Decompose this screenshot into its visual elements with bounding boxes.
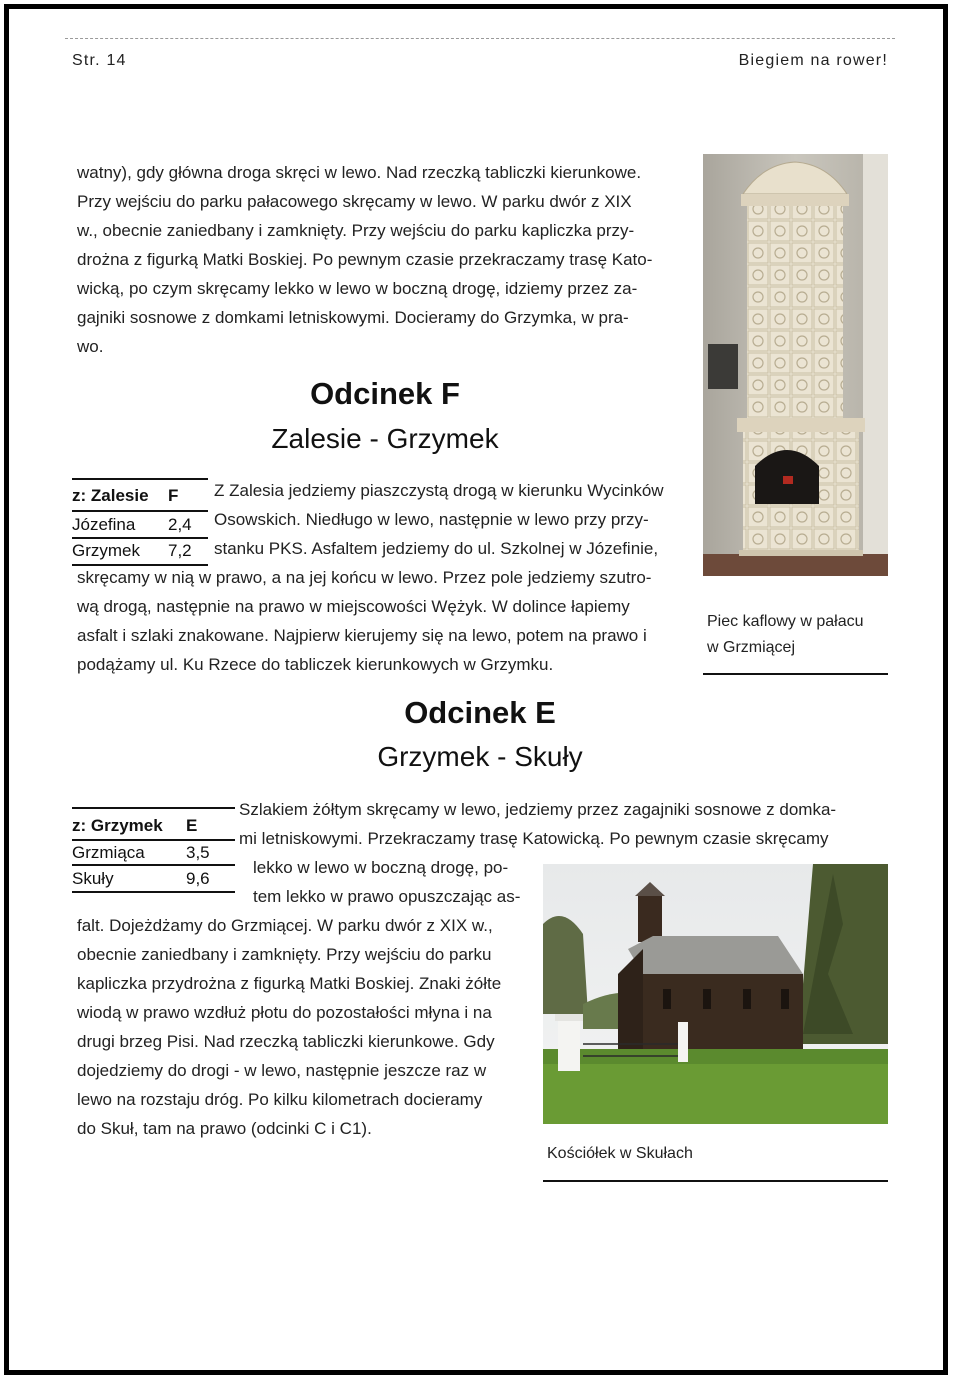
table-header-cell: E: [186, 816, 198, 835]
section-e-text-mid: [253, 853, 543, 911]
text-line: Przy wejściu do parku pałacowego skręcamy w lewo. W parku dwór z XIX: [77, 192, 632, 211]
text-line: do Skuł, tam na prawo (odcinki C i C1).: [77, 1119, 372, 1138]
intro-paragraph: [77, 158, 687, 361]
text-line: tem lekko w prawo opuszczając as-: [253, 887, 521, 906]
table-rule: [72, 510, 208, 512]
text-line: kapliczka przydrożna z figurką Matki Boskiej. Znaki żółte: [77, 974, 502, 993]
text-line: wicką, po czym skręcamy lekko w lewo w boczną drogę, idziemy przez za-: [77, 279, 638, 298]
page-number: Str. 14: [72, 52, 127, 69]
text-line: lewo na rozstaju dróg. Po kilku kilometrach docieramy: [77, 1090, 483, 1109]
text-line: asfalt i szlaki znakowane. Najpierw kierujemy się na lewo, potem na prawo i: [77, 626, 647, 645]
section-f-text-narrow: [214, 476, 694, 563]
text-line: mi letniskowymi. Przekraczamy trasę Katowicką. Po pewnym czasie skręcamy: [239, 829, 829, 848]
table-cell: 2,4: [168, 515, 192, 534]
section-e-subtitle: Grzymek - Skuły: [377, 741, 583, 772]
table-cell: 7,2: [168, 541, 192, 560]
table-rule: [72, 478, 208, 480]
church-photo: [543, 864, 888, 1124]
text-line: gajniki sosnowe z domkami letniskowymi. Docieramy do Grzymka, w pra-: [77, 308, 629, 327]
section-f-text-wide: [77, 563, 697, 679]
text-line: dojedziemy do drogi - w lewo, następnie jeszcze raz w: [77, 1061, 487, 1080]
table-header-cell: F: [168, 486, 179, 505]
tiled-stove-icon: [703, 154, 888, 576]
table-cell: Grzmiąca: [72, 843, 145, 862]
text-line: wą drogą, następnie na prawo w miejscowości Wężyk. W dolince łapiemy: [77, 597, 630, 616]
stove-caption: [707, 609, 887, 661]
table-rule: [72, 807, 235, 809]
text-line: skręcamy w nią w prawo, a na jej końcu w lewo. Przez pole jedziemy szutro-: [77, 568, 652, 587]
text-line: obecnie zaniedbany i zamknięty. Przy wejściu do parku: [77, 945, 492, 964]
table-rule: [72, 839, 235, 841]
table-cell: Grzymek: [72, 541, 140, 560]
text-line: wo.: [77, 337, 104, 356]
header-rule: [65, 38, 895, 39]
wooden-church-icon: [543, 864, 888, 1124]
caption-line: w Grzmiącej: [707, 639, 796, 656]
text-line: Osowskich. Niedługo w lewo, następnie w lewo przy przy-: [214, 510, 649, 529]
section-f-subtitle: Zalesie - Grzymek: [271, 423, 499, 454]
stove-photo: [703, 154, 888, 576]
section-e-text-top: [239, 795, 889, 853]
section-e-title: Odcinek E: [404, 695, 556, 730]
publication-title: Biegiem na rower!: [738, 52, 888, 69]
caption-line: Kościółek w Skułach: [547, 1145, 693, 1162]
text-line: Szlakiem żółtym skręcamy w lewo, jedziemy przez zagajniki sosnowe z domka-: [239, 800, 837, 819]
text-line: watny), gdy główna droga skręci w lewo. Nad rzeczką tabliczki kierunkowe.: [77, 163, 642, 182]
text-line: Z Zalesia jedziemy piaszczystą drogą w kierunku Wycinków: [214, 481, 664, 500]
caption-line: Piec kaflowy w pałacu: [707, 613, 864, 630]
text-line: drugi brzeg Pisi. Nad rzeczką tabliczki kierunkowe. Gdy: [77, 1032, 495, 1051]
table-rule: [72, 864, 235, 866]
text-line: stanku PKS. Asfaltem jedziemy do ul. Szkolnej w Józefinie,: [214, 539, 659, 558]
text-line: drożna z figurką Matki Boskiej. Po pewnym czasie przekraczamy trasę Kato-: [77, 250, 653, 269]
table-rule: [72, 537, 208, 539]
text-line: lekko w lewo w boczną drogę, po-: [253, 858, 509, 877]
table-header-cell: z: Zalesie: [72, 486, 149, 505]
table-cell: 3,5: [186, 843, 210, 862]
table-cell: Józefina: [72, 515, 136, 534]
text-line: wiodą w prawo wzdłuż płotu do pozostałości młyna i na: [77, 1003, 492, 1022]
text-line: w., obecnie zaniedbany i zamknięty. Przy wejściu do parku kapliczka przy-: [77, 221, 635, 240]
section-e-text-bottom: [77, 911, 537, 1143]
table-cell: Skuły: [72, 869, 114, 888]
text-line: podążamy ul. Ku Rzece do tabliczek kierunkowych w Grzymku.: [77, 655, 554, 674]
table-rule: [72, 891, 235, 893]
table-cell: 9,6: [186, 869, 210, 888]
section-e-distance-table: [72, 800, 237, 895]
text-line: falt. Dojeżdżamy do Grzmiącej. W parku dwór z XIX w.,: [77, 916, 493, 935]
section-f-title: Odcinek F: [310, 376, 460, 411]
stove-caption-rule: [703, 673, 888, 675]
church-caption: [547, 1141, 847, 1167]
table-header-cell: z: Grzymek: [72, 816, 163, 835]
church-caption-rule: [543, 1180, 888, 1182]
section-f-distance-table: [72, 470, 212, 565]
